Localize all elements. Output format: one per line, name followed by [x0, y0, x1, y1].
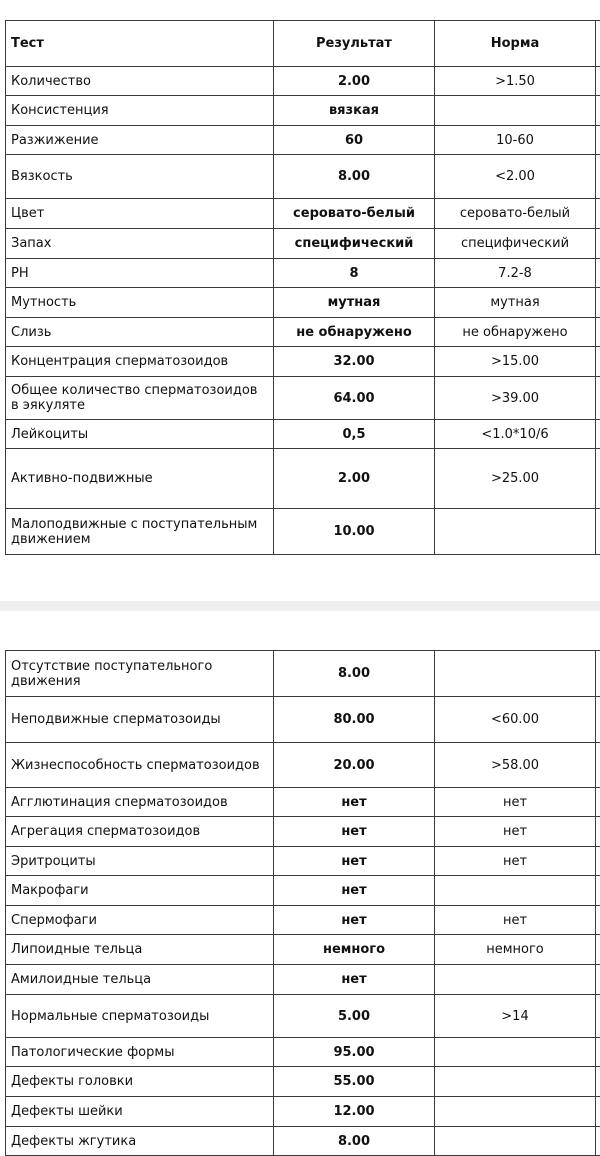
norm-cell: >14 [435, 995, 596, 1038]
extra-cell [596, 449, 600, 509]
norm-cell: нет [435, 847, 596, 876]
result-cell: нет [274, 817, 435, 847]
table-row [6, 817, 600, 847]
norm-cell: 7.2-8 [435, 259, 596, 288]
norm-cell: немного [435, 935, 596, 965]
result-cell: 95.00 [274, 1038, 435, 1067]
result-cell: не обнаружено [274, 318, 435, 347]
test-name-cell: Спермофаги [6, 906, 274, 935]
results-table-1 [5, 20, 600, 555]
norm-cell [435, 1038, 596, 1067]
result-cell: 8.00 [274, 1127, 435, 1156]
result-cell: вязкая [274, 96, 435, 126]
norm-cell [435, 1067, 596, 1097]
result-cell: 60 [274, 126, 435, 155]
header-result: Результат [274, 21, 435, 67]
extra-cell [596, 995, 600, 1038]
table-row [6, 449, 600, 509]
extra-cell [596, 788, 600, 817]
result-cell: нет [274, 788, 435, 817]
table-row [6, 155, 600, 199]
table-row [6, 995, 600, 1038]
extra-cell [596, 651, 600, 697]
test-name-cell: Слизь [6, 318, 274, 347]
table-row [6, 199, 600, 229]
test-name-cell: Отсутствие поступательного движения [6, 651, 274, 697]
table-row [6, 935, 600, 965]
test-name-cell: Агрегация сперматозоидов [6, 817, 274, 847]
result-cell: 12.00 [274, 1097, 435, 1127]
table-row [6, 697, 600, 743]
norm-cell: серовато-белый [435, 199, 596, 229]
test-name-cell: Количество [6, 67, 274, 96]
table-row [6, 96, 600, 126]
header-extra [596, 21, 600, 67]
table-row [6, 965, 600, 995]
norm-cell: <2.00 [435, 155, 596, 199]
extra-cell [596, 126, 600, 155]
test-name-cell: Липоидные тельца [6, 935, 274, 965]
norm-cell: >58.00 [435, 743, 596, 788]
extra-cell [596, 288, 600, 318]
extra-cell [596, 1097, 600, 1127]
table-row [6, 420, 600, 449]
table-row [6, 1067, 600, 1097]
table-row [6, 259, 600, 288]
result-cell: нет [274, 906, 435, 935]
test-name-cell: Разжижение [6, 126, 274, 155]
table-row [6, 229, 600, 259]
test-name-cell: Макрофаги [6, 876, 274, 906]
result-cell: нет [274, 847, 435, 876]
norm-cell: мутная [435, 288, 596, 318]
extra-cell [596, 96, 600, 126]
extra-cell [596, 847, 600, 876]
norm-cell [435, 876, 596, 906]
table-row [6, 743, 600, 788]
norm-cell: <60.00 [435, 697, 596, 743]
result-cell: 8.00 [274, 155, 435, 199]
result-cell: 8 [274, 259, 435, 288]
extra-cell [596, 509, 600, 555]
extra-cell [596, 377, 600, 420]
table-row [6, 67, 600, 96]
extra-cell [596, 743, 600, 788]
norm-cell: <1.0*10/6 [435, 420, 596, 449]
test-name-cell: PH [6, 259, 274, 288]
extra-cell [596, 697, 600, 743]
extra-cell [596, 318, 600, 347]
result-cell: 20.00 [274, 743, 435, 788]
norm-cell: нет [435, 906, 596, 935]
result-cell: 55.00 [274, 1067, 435, 1097]
test-name-cell: Неподвижные сперматозоиды [6, 697, 274, 743]
test-name-cell: Запах [6, 229, 274, 259]
result-cell: специфический [274, 229, 435, 259]
extra-cell [596, 1127, 600, 1156]
norm-cell: специфический [435, 229, 596, 259]
result-cell: 8.00 [274, 651, 435, 697]
table-row [6, 1127, 600, 1156]
extra-cell [596, 906, 600, 935]
header-test: Тест [6, 21, 274, 67]
result-cell: 2.00 [274, 67, 435, 96]
test-name-cell: Вязкость [6, 155, 274, 199]
norm-cell: не обнаружено [435, 318, 596, 347]
norm-cell [435, 96, 596, 126]
table-row [6, 847, 600, 876]
result-cell: мутная [274, 288, 435, 318]
table-header-row [6, 21, 600, 67]
extra-cell [596, 259, 600, 288]
extra-cell [596, 965, 600, 995]
table-row [6, 288, 600, 318]
page-separator [0, 601, 600, 611]
result-cell: нет [274, 965, 435, 995]
norm-cell [435, 1127, 596, 1156]
table-row [6, 651, 600, 697]
result-cell: 64.00 [274, 377, 435, 420]
result-cell: 80.00 [274, 697, 435, 743]
test-name-cell: Эритроциты [6, 847, 274, 876]
norm-cell [435, 1097, 596, 1127]
table-row [6, 876, 600, 906]
norm-cell: нет [435, 788, 596, 817]
result-cell: 32.00 [274, 347, 435, 377]
test-name-cell: Патологические формы [6, 1038, 274, 1067]
table-row [6, 906, 600, 935]
table-row [6, 509, 600, 555]
table-row [6, 788, 600, 817]
table-row [6, 1038, 600, 1067]
extra-cell [596, 1067, 600, 1097]
extra-cell [596, 935, 600, 965]
test-name-cell: Нормальные сперматозоиды [6, 995, 274, 1038]
extra-cell [596, 1038, 600, 1067]
extra-cell [596, 199, 600, 229]
extra-cell [596, 347, 600, 377]
norm-cell: >39.00 [435, 377, 596, 420]
test-name-cell: Активно-подвижные [6, 449, 274, 509]
result-cell: нет [274, 876, 435, 906]
table-row [6, 318, 600, 347]
table-row [6, 1097, 600, 1127]
table-row [6, 347, 600, 377]
results-table-2 [5, 650, 600, 1156]
table-row [6, 377, 600, 420]
test-name-cell: Общее количество сперматозоидов в эякуляте [6, 377, 274, 420]
norm-cell: >25.00 [435, 449, 596, 509]
extra-cell [596, 420, 600, 449]
header-norm: Норма [435, 21, 596, 67]
test-name-cell: Цвет [6, 199, 274, 229]
norm-cell: 10-60 [435, 126, 596, 155]
result-cell: 2.00 [274, 449, 435, 509]
test-name-cell: Дефекты жгутика [6, 1127, 274, 1156]
result-cell: 0,5 [274, 420, 435, 449]
extra-cell [596, 155, 600, 199]
extra-cell [596, 67, 600, 96]
result-cell: 10.00 [274, 509, 435, 555]
test-name-cell: Амилоидные тельца [6, 965, 274, 995]
test-name-cell: Жизнеспособность сперматозоидов [6, 743, 274, 788]
test-name-cell: Дефекты шейки [6, 1097, 274, 1127]
norm-cell: >15.00 [435, 347, 596, 377]
test-name-cell: Концентрация сперматозоидов [6, 347, 274, 377]
result-cell: 5.00 [274, 995, 435, 1038]
test-name-cell: Лейкоциты [6, 420, 274, 449]
norm-cell: нет [435, 817, 596, 847]
norm-cell [435, 965, 596, 995]
table-row [6, 126, 600, 155]
norm-cell: >1.50 [435, 67, 596, 96]
result-cell: серовато-белый [274, 199, 435, 229]
test-name-cell: Мутность [6, 288, 274, 318]
test-name-cell: Консистенция [6, 96, 274, 126]
norm-cell [435, 509, 596, 555]
extra-cell [596, 817, 600, 847]
extra-cell [596, 229, 600, 259]
result-cell: немного [274, 935, 435, 965]
norm-cell [435, 651, 596, 697]
test-name-cell: Агглютинация сперматозоидов [6, 788, 274, 817]
test-name-cell: Дефекты головки [6, 1067, 274, 1097]
extra-cell [596, 876, 600, 906]
test-name-cell: Малоподвижные с поступательным движением [6, 509, 274, 555]
